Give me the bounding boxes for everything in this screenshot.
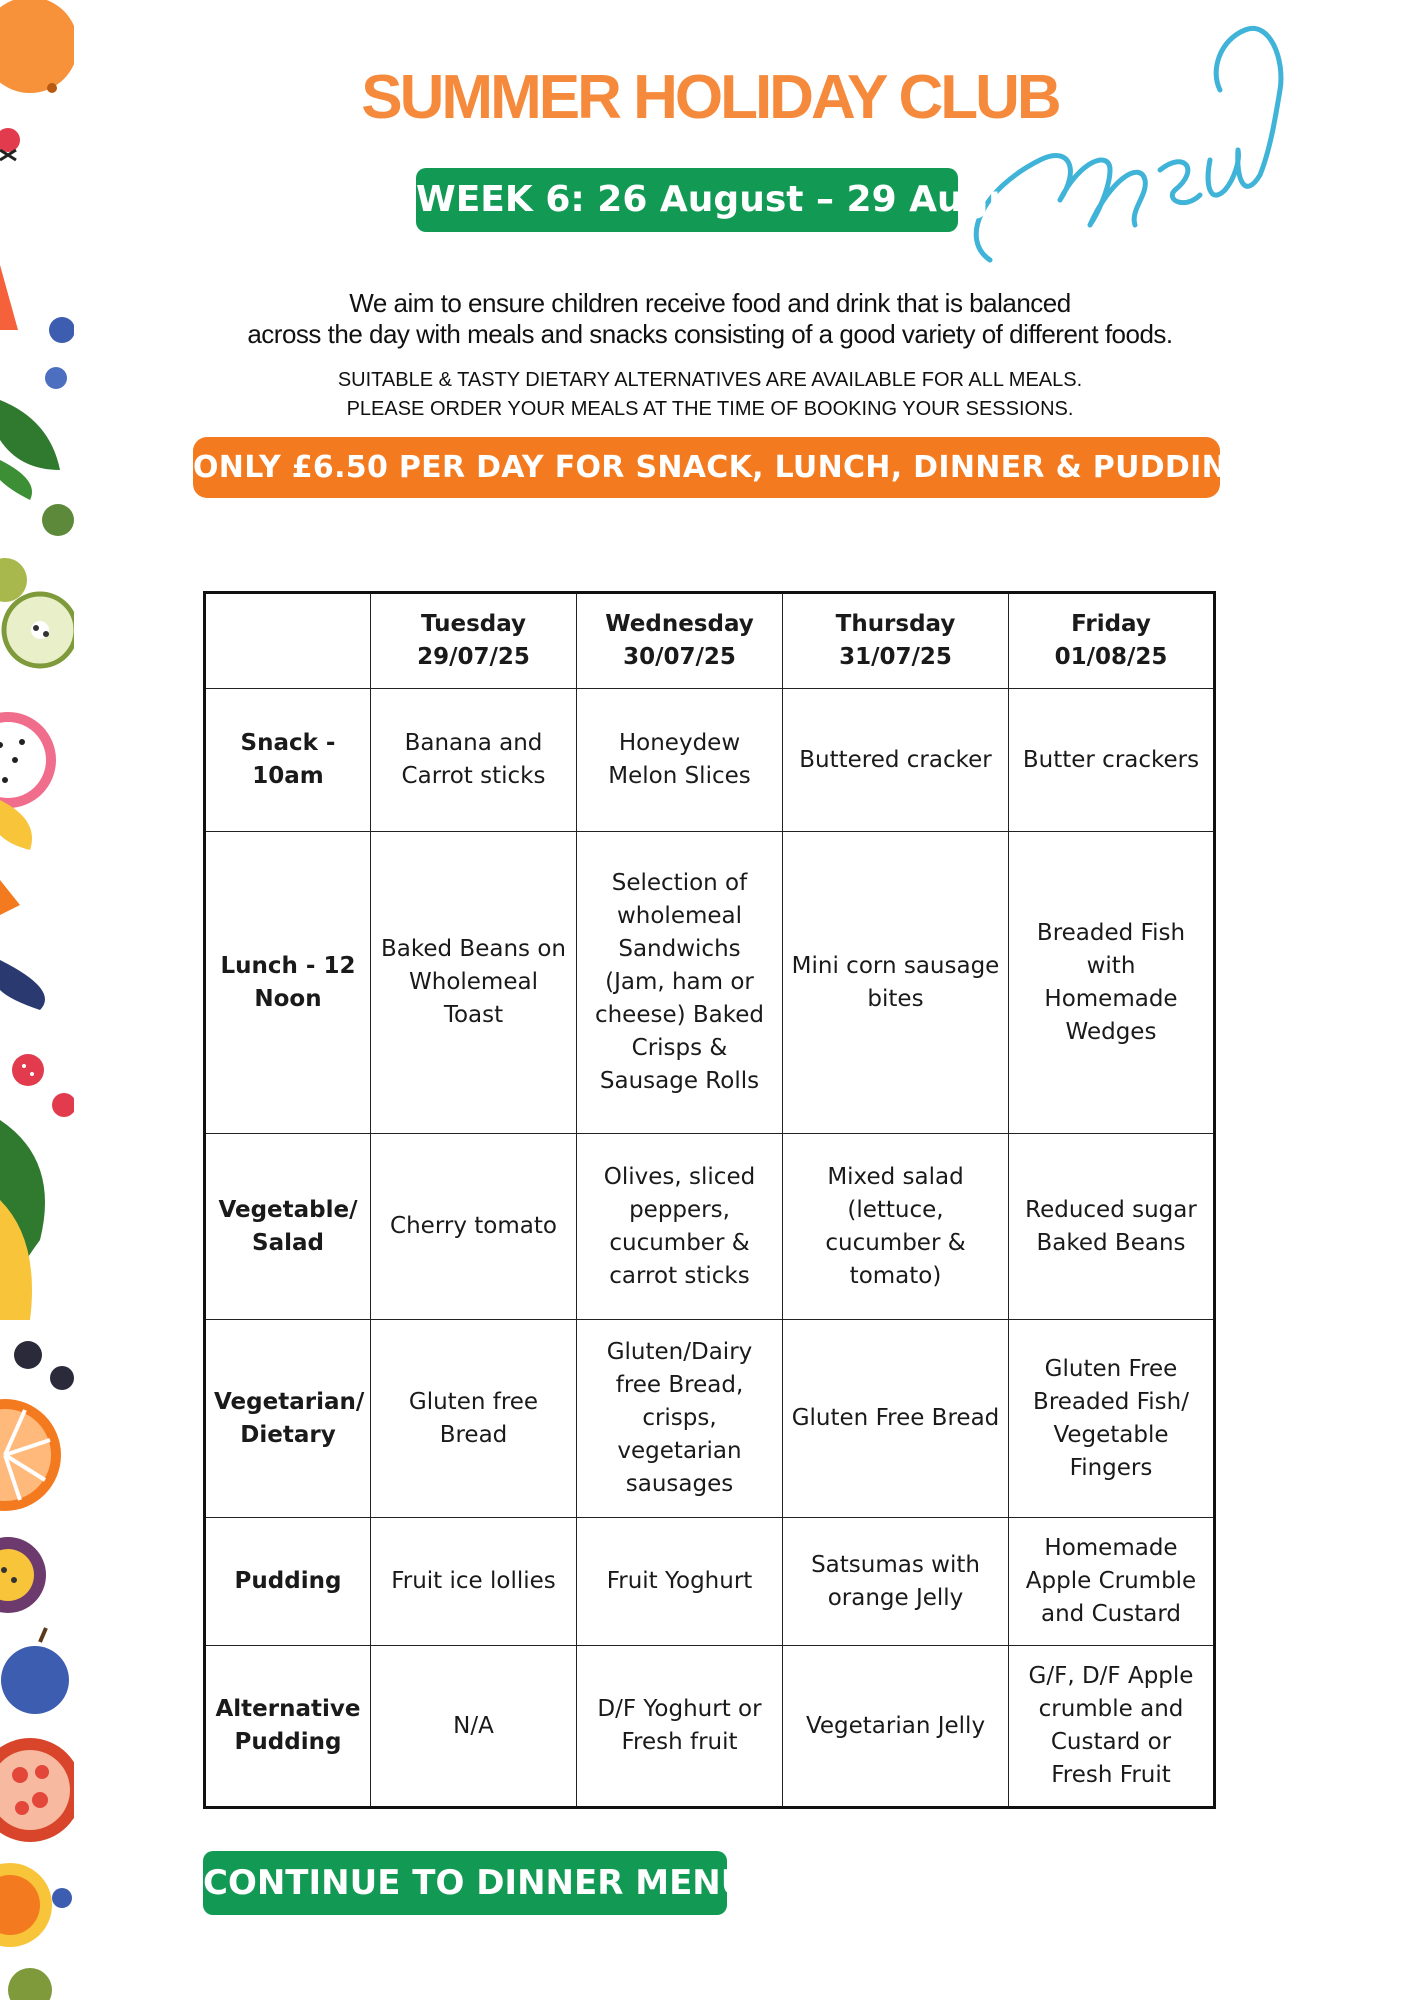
intro-line-1: We aim to ensure children receive food and drink that is balanced bbox=[349, 288, 1071, 318]
watermelon-icon bbox=[0, 265, 18, 330]
menu-cell: Fruit Yoghurt bbox=[577, 1518, 783, 1646]
plum-icon bbox=[1, 1628, 69, 1714]
intro-text bbox=[200, 288, 1220, 350]
menu-cell: Mixed salad (lettuce, cucumber & tomato) bbox=[783, 1134, 1009, 1320]
notice-line-1: SUITABLE & TASTY DIETARY ALTERNATIVES ARE AVAILABLE FOR ALL MEALS. bbox=[337, 369, 1083, 391]
table-row bbox=[205, 1134, 1215, 1320]
row-label-pudding: Pudding bbox=[205, 1518, 371, 1646]
leaf-icon bbox=[0, 400, 60, 500]
row-label-alternative-pudding: Alternative Pudding bbox=[205, 1646, 371, 1808]
menu-cell: Selection of wholemeal Sandwichs (Jam, ham or cheese) Baked Crisps & Sausage Rolls bbox=[577, 832, 783, 1134]
blueberry-icon bbox=[45, 317, 74, 389]
passionfruit-icon bbox=[0, 1537, 46, 1613]
blackberry-icon bbox=[14, 1341, 74, 1390]
row-label-snack: Snack - 10am bbox=[205, 689, 371, 832]
header-day-wednesday: Wednesday 30/07/25 bbox=[577, 593, 783, 689]
menu-cell: Satsumas with orange Jelly bbox=[783, 1518, 1009, 1646]
header-corner-cell bbox=[205, 593, 371, 689]
menu-cell: Cherry tomato bbox=[371, 1134, 577, 1320]
menu-cell: Buttered cracker bbox=[783, 689, 1009, 832]
menu-cell: Honeydew Melon Slices bbox=[577, 689, 783, 832]
berry-icon bbox=[0, 128, 20, 160]
dragonfruit-icon bbox=[0, 712, 56, 808]
menu-cell: Gluten Free Bread bbox=[783, 1320, 1009, 1518]
orange-icon bbox=[0, 0, 74, 93]
dietary-notice bbox=[200, 366, 1220, 424]
menu-cell: Gluten/Dairy free Bread, crisps, vegetarian sausages bbox=[577, 1320, 783, 1518]
pomegranate-icon bbox=[0, 1738, 74, 1842]
menu-cell: Olives, sliced peppers, cucumber & carrot sticks bbox=[577, 1134, 783, 1320]
kiwi-icon bbox=[0, 504, 74, 666]
menu-cell: Gluten free Bread bbox=[371, 1320, 577, 1518]
menu-script-lettering bbox=[960, 10, 1290, 290]
page-title: SUMMER HOLIDAY CLUB bbox=[361, 63, 1059, 132]
intro-line-2: across the day with meals and snacks consisting of a good variety of different foods. bbox=[247, 319, 1173, 349]
menu-cell: Butter crackers bbox=[1009, 689, 1215, 832]
fruit-decoration-strip bbox=[0, 0, 74, 2000]
notice-line-2: PLEASE ORDER YOUR MEALS AT THE TIME OF BOOKING YOUR SESSIONS. bbox=[346, 398, 1074, 420]
menu-cell: Mini corn sausage bites bbox=[783, 832, 1009, 1134]
menu-cell: Vegetarian Jelly bbox=[783, 1646, 1009, 1808]
orange-icon bbox=[0, 1863, 72, 2000]
row-label-vegetarian: Vegetarian/ Dietary bbox=[205, 1320, 371, 1518]
week-badge: WEEK 6: 26 August – 29 August bbox=[416, 168, 958, 232]
header-day-tuesday: Tuesday 29/07/25 bbox=[371, 593, 577, 689]
table-row bbox=[205, 1518, 1215, 1646]
menu-cell: G/F, D/F Apple crumble and Custard or Fresh Fruit bbox=[1009, 1646, 1215, 1808]
menu-cell: Banana and Carrot sticks bbox=[371, 689, 577, 832]
menu-cell: N/A bbox=[371, 1646, 577, 1808]
menu-cell: Homemade Apple Crumble and Custard bbox=[1009, 1518, 1215, 1646]
table-row bbox=[205, 689, 1215, 832]
row-label-vegetable: Vegetable/ Salad bbox=[205, 1134, 371, 1320]
header-day-thursday: Thursday 31/07/25 bbox=[783, 593, 1009, 689]
table-row bbox=[205, 832, 1215, 1134]
menu-cell: Reduced sugar Baked Beans bbox=[1009, 1134, 1215, 1320]
menu-cell: Baked Beans on Wholemeal Toast bbox=[371, 832, 577, 1134]
header-day-friday: Friday 01/08/25 bbox=[1009, 593, 1215, 689]
row-label-lunch: Lunch - 12 Noon bbox=[205, 832, 371, 1134]
strawberry-icon bbox=[12, 1054, 74, 1117]
price-banner: ONLY £6.50 PER DAY FOR SNACK, LUNCH, DINNER & PUDDING bbox=[193, 437, 1220, 498]
citrus-slice-icon bbox=[0, 1399, 61, 1511]
menu-cell: Fruit ice lollies bbox=[371, 1518, 577, 1646]
table-header-row bbox=[205, 593, 1215, 689]
menu-cell: Breaded Fish with Homemade Wedges bbox=[1009, 832, 1215, 1134]
menu-cell: D/F Yoghurt or Fresh fruit bbox=[577, 1646, 783, 1808]
menu-table bbox=[203, 591, 1216, 1809]
continue-to-dinner-menu-button[interactable]: CONTINUE TO DINNER MENU › bbox=[203, 1851, 727, 1915]
table-row bbox=[205, 1646, 1215, 1808]
menu-cell: Gluten Free Breaded Fish/ Vegetable Fingers bbox=[1009, 1320, 1215, 1518]
table-row bbox=[205, 1320, 1215, 1518]
